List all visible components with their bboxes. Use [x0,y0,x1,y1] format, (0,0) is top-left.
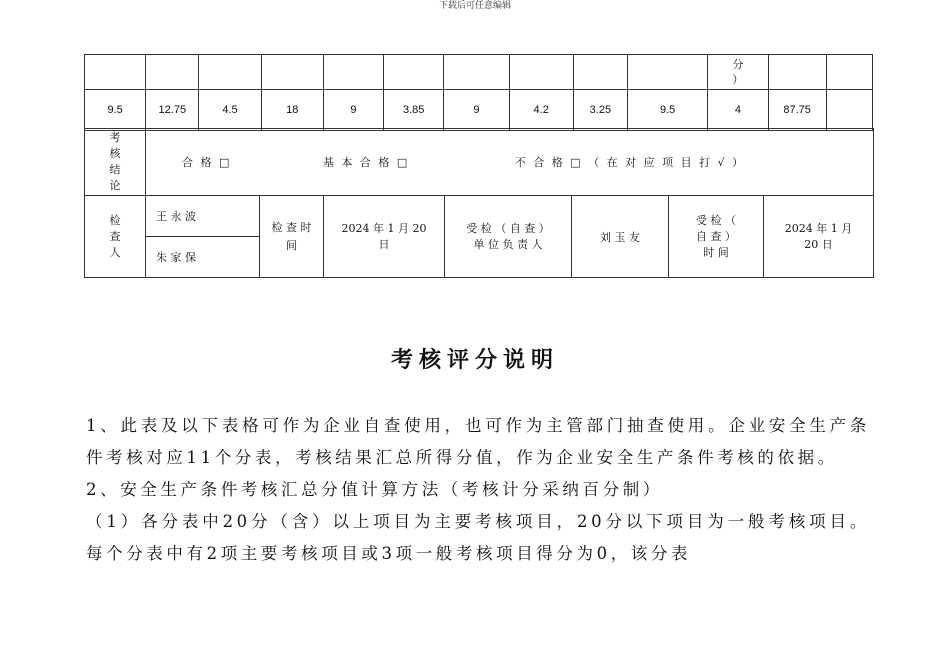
cell [323,55,383,90]
conclusion-options-cell [146,129,874,196]
score-cell: 9 [444,90,509,131]
unit-time-label: 受 检 （ 自 查 ） 时 间 [696,213,736,259]
unit-person-cell [572,196,669,278]
cell [573,55,627,90]
score-table [84,54,873,131]
paragraph-1: 1、此表及以下表格可作为企业自查使用，也可作为主管部门抽查使用。企业安全生产条件考核对应11个分表，考核结果汇总所得分值，作为企业安全生产条件考核的依据。 [86,416,870,467]
total-score-cell: 87.75 [768,90,826,131]
cell [384,55,444,90]
cell [85,55,146,90]
conclusion-label-cell [85,129,146,196]
page-title: 考核评分说明 [390,347,559,373]
cell [146,55,199,90]
score-cell: 3.85 [384,90,444,131]
check-time-value: 2024 年 1 月 20 日 [341,221,427,251]
unit-time-value: 2024 年 1 月 20 日 [784,221,853,251]
basic-pass-option: 基 本 合 格 □ [322,156,410,169]
unit-label: 受 检 （ 自 查 ） 单 位 负 责 人 [466,221,550,251]
score-cell: 9 [323,90,383,131]
check-time-label-cell [260,196,324,278]
inspector-1-cell [146,196,260,237]
paragraph-3: （1）各分表中20分（含）以上项目为主要考核项目，20分以下项目为一般考核项目。每个分表中有2项主要考核项目或3项一般考核项目得分为0，该分表 [86,512,870,563]
conclusion-label: 考核结论 [109,131,121,192]
score-cell: 4.2 [509,90,573,131]
cell [509,55,573,90]
check-time-label: 检 查 时 间 [271,220,312,252]
inspector-label: 检查人 [109,213,121,259]
conclusion-row [85,129,874,196]
fen-paren: ） [732,73,744,86]
cell [627,55,707,90]
fen-cell [708,55,768,90]
fail-option: 不 合 格 □ （ 在 对 应 项 目 打 √ ） [514,156,746,169]
inspector-2: 朱 家 保 [156,251,196,264]
unit-time-label-cell [669,196,764,278]
conclusion-table [84,128,874,278]
check-time-value-cell [324,196,445,278]
fen-char: 分 [732,58,744,71]
cell [261,55,323,90]
score-cell: 18 [261,90,323,131]
score-cell: 3.25 [573,90,627,131]
score-row [85,90,873,131]
pass-option: 合 格 □ [182,156,232,169]
score-cell: 9.5 [627,90,707,131]
inspector-1: 王 永 波 [156,210,196,223]
score-cell: 12.75 [146,90,199,131]
cell [444,55,509,90]
cell [768,55,826,90]
unit-time-value-cell [764,196,874,278]
cell [826,55,872,90]
inspection-row-1 [85,196,874,237]
score-cell: 4 [708,90,768,131]
inspector-2-cell [146,237,260,278]
score-table-top-row [85,55,873,90]
cell [199,55,261,90]
body-text [86,410,870,570]
unit-label-cell [445,196,572,278]
paragraph-2: 2、安全生产条件考核汇总分值计算方法（考核计分采纳百分制） [86,480,663,499]
score-cell: 9.5 [85,90,146,131]
header-note: 下载后可任意编辑 [438,1,511,11]
score-cell [826,90,872,131]
score-cell: 4.5 [199,90,261,131]
inspector-label-cell [85,196,146,278]
unit-person: 刘 玉 友 [600,230,640,244]
